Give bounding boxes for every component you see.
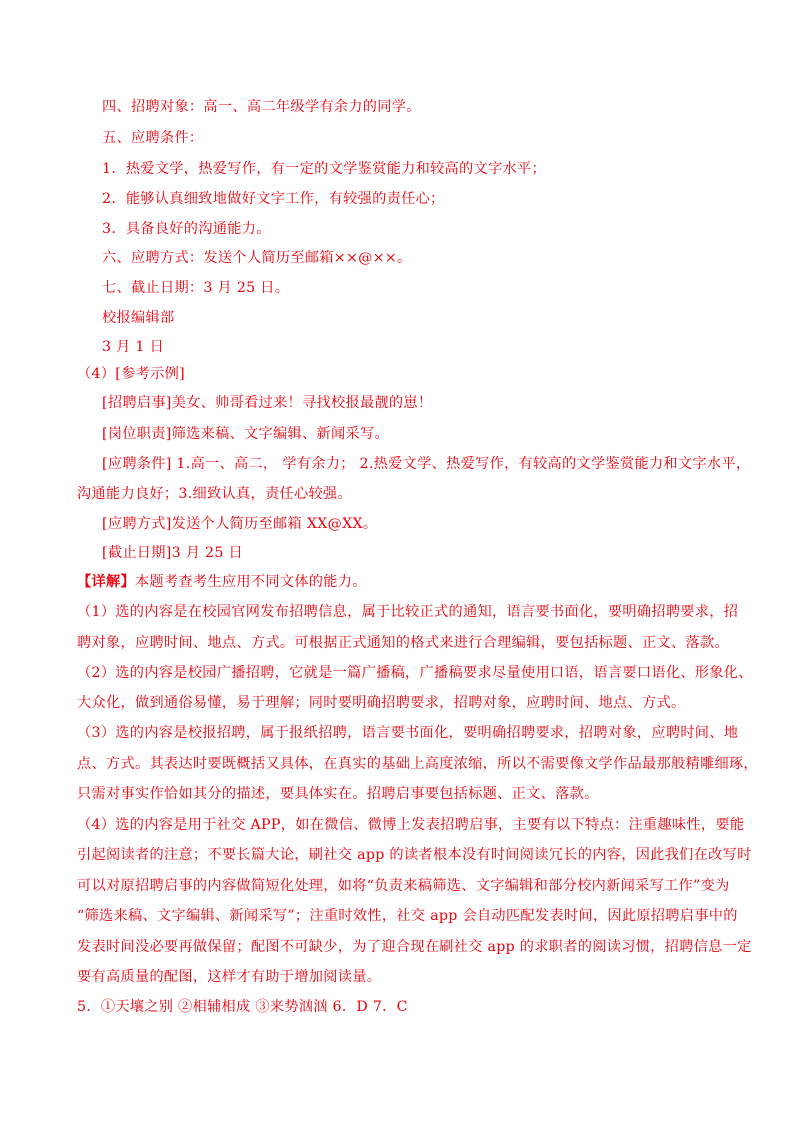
signature-date: 3 月 1 日: [102, 339, 165, 355]
deadline-line: 七、截止日期：3 月 25 日。: [102, 280, 290, 296]
signature-dept: 校报编辑部: [102, 310, 175, 326]
explanation-4c: 可以对原招聘启事的内容做简短化处理，如将“负责来稿筛选、文字编辑和部分校内新闻采写工作”变为: [77, 878, 730, 894]
explanation-4a: （4）选的内容是用于社交 APP，如在微信、微博上发表招聘启事，主要有以下特点：注重趣味性，要能: [77, 817, 745, 833]
explanation-3c: 只需对事实作恰如其分的描述，要具体实在。招聘启事要包括标题、正文、落款。: [77, 786, 599, 802]
example-conditions-cont: 沟通能力良好；3.细致认真，责任心较强。: [77, 486, 352, 502]
answers-5-7: 5．①天壤之别 ②相辅相成 ③来势汹汹 6．D 7．C: [77, 999, 408, 1015]
example-method: [应聘方式]发送个人简历至邮箱 XX@XX。: [102, 516, 378, 532]
explanation-2a: （2）选的内容是校园广播招聘，它就是一篇广播稿，广播稿要求尽量使用口语，语言要口语化、形象化、: [77, 665, 753, 681]
requirements-heading: 五、应聘条件：: [102, 130, 204, 146]
explanation-label: 【详解】: [77, 574, 135, 590]
requirement-3: 3．具备良好的沟通能力。: [102, 221, 271, 237]
explanation-3b: 点、方式。其表达时要既概括又具体，在真实的基础上高度浓缩，所以不需要像文学作品最那般精雕细琢，: [77, 756, 758, 772]
explanation-4e: 发表时间没必要再做保留；配图不可缺少，为了迎合现在刷社交 app 的求职者的阅读习惯，招聘信息一定: [77, 939, 752, 955]
explanation-1b: 聘对象，应聘时间、地点、方式。可根据正式通知的格式来进行合理编辑，要包括标题、正文、落款。: [77, 635, 729, 651]
explanation-3a: （3）选的内容是校报招聘，属于报纸招聘，语言要书面化，要明确招聘要求，招聘对象，应聘时间、地: [77, 725, 739, 741]
explanation-4f: 要有高质量的配图，这样才有助于增加阅读量。: [77, 969, 382, 985]
example-conditions: [应聘条件] 1.高一、高二， 学有余力； 2.热爱文学、热爱写作，有较高的文学鉴赏能力和文字水平，: [102, 456, 751, 472]
explanation-2b: 大众化，做到通俗易懂，易于理解；同时要明确招聘要求，招聘对象，应聘时间、地点、方式。: [77, 695, 686, 711]
requirement-1: 1．热爱文学，热爱写作，有一定的文学鉴赏能力和较高的文字水平；: [102, 161, 546, 177]
example-4-heading: （4）[参考示例]: [77, 366, 185, 382]
apply-method-line: 六、应聘方式：发送个人简历至邮箱××@××。: [102, 250, 412, 266]
example-duties: [岗位职责]筛选来稿、文字编辑、新闻采写。: [102, 426, 389, 442]
explanation-1a: （1）选的内容是在校园官网发布招聘信息，属于比较正式的通知，语言要书面化，要明确招聘要求，招: [77, 604, 739, 620]
explanation-4d: “筛选来稿、文字编辑、新闻采写”；注重时效性，社交 app 会自动匹配发表时间，因此原招聘启事中的: [77, 908, 738, 924]
requirement-2: 2．能够认真细致地做好文字工作，有较强的责任心；: [102, 191, 445, 207]
explanation-4b: 引起阅读者的注意；不要长篇大论，刷社交 app 的读者根本没有时间阅读冗长的内容，因此我们在改写时: [77, 847, 752, 863]
explanation-heading: [77, 572, 367, 592]
example-deadline: [截止日期]3 月 25 日: [102, 545, 244, 561]
example-title: [招聘启事]美女、帅哥看过来！寻找校报最靓的崽！: [102, 395, 433, 411]
recruit-target-line: 四、招聘对象：高一、高二年级学有余力的同学。: [102, 99, 421, 115]
explanation-intro: 本题考查考生应用不同文体的能力。: [134, 574, 367, 590]
